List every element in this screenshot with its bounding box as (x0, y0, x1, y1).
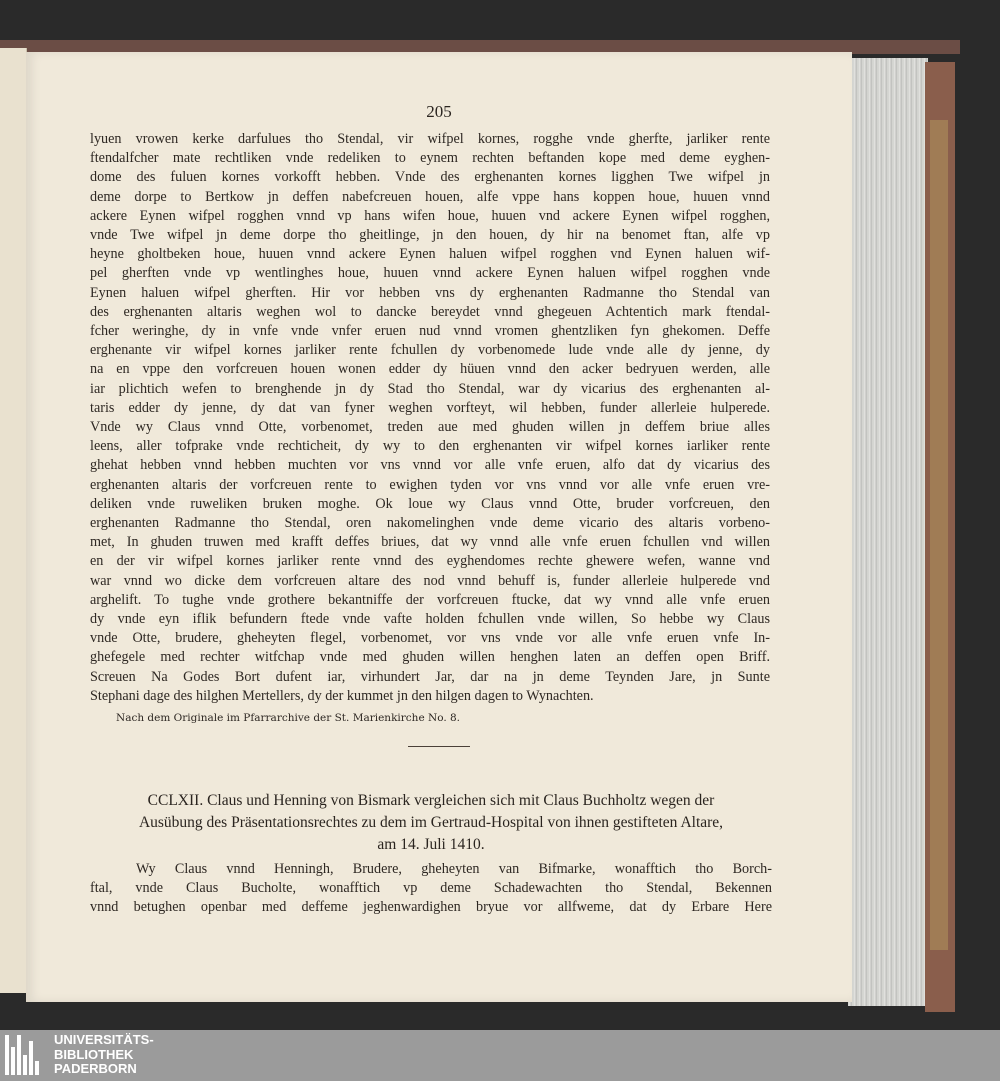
text-line: deliken vnde ruweliken bruken moghe. Ok loue wy Claus vnnd Otte, bruder vorfcreuen, den (90, 495, 770, 512)
text-line: erghenanten altaris der vorfcreuen rente to ewighen tyden vor vns vnnd vor alle vnfe eruen vre- (90, 476, 770, 493)
text-line: Screuen Na Godes Bort dufent iar, virhundert Jar, dar na jn deme Teynden Jare, jn Sunte (90, 668, 770, 685)
document-page (26, 52, 852, 1002)
library-name-line: PADERBORN (54, 1061, 137, 1076)
text-line: deme dorpe to Bertkow jn deffen nabefcreuen houen, alfe vppe hans koppen houe, huuen vnnd (90, 188, 770, 205)
library-name-line: BIBLIOTHEK (54, 1046, 134, 1062)
left-page-edge (0, 48, 27, 993)
heading-line: Ausübung des Präsentationsrechtes zu dem im Gertraud-Hospital von ihnen gestifteten Altare, (138, 814, 724, 831)
text-line: lyuen vrowen kerke darfulues tho Stendal, vir wifpel kornes, rogghe vnde gherfte, jarliker rente (90, 131, 770, 147)
marbled-cover-strip (930, 120, 948, 950)
text-line: Wy Claus vnnd Henningh, Brudere, gheheyten van Bifmarke, wonafftich tho Borch- (136, 861, 772, 877)
text-line: ackere Eynen wifpel rogghen vnnd vp hans wifen houe, huuen vnd ackere Eynen wifpel rogghen, (90, 207, 770, 224)
heading-line: CCLXII. Claus und Henning von Bismark vergleichen sich mit Claus Buchholtz wegen der (147, 792, 715, 809)
library-name[interactable] (54, 1033, 154, 1077)
text-line: taris edder dy jenne, dy dat van fyner weghen vorfteyt, wil hebben, funder allerleie hulperede. (90, 399, 770, 416)
text-line: na en vppe den vorfcreuen houen wonen edder dy hüuen vnnd den acker bedryuen werden, alle (90, 361, 770, 378)
text-line: leens, aller tofprake vnde rechticheit, dy wy to den erghenanten vir wifpel kornes iarliker rente (90, 438, 770, 455)
text-line: ftal, vnde Claus Bucholte, wonafftich vp deme Schadewachten tho Stendal, Bekennen (90, 880, 772, 897)
library-name-line: UNIVERSITÄTS- (54, 1032, 154, 1047)
text-line: Vnde wy Claus vnnd Otte, vorbenomet, treden aue med ghuden willen jn deffem briue alles (90, 419, 770, 436)
text-line: heyne gholtbeken houe, huuen vnnd ackere Eynen haluen wifpel rogghen vnd Eynen haluen wif- (90, 246, 770, 263)
text-line: ghefegele med rechter witfchap vnde med ghuden willen henghen laten an deffen open Briff. (90, 649, 770, 666)
text-line: vnde Otte, brudere, gheheyten flegel, vorbenomet, vor vns vnde vor alle vnfe eruen vnfe In- (90, 630, 770, 647)
text-line: arghelift. To tughe vnde grothere bekantniffe der vorfcreuen ftucke, dat wy vnnd alle vnfe eruen (90, 591, 770, 608)
text-line: dy vnde eyn iflik befundern ftede vnde vafte holden fchullen vnde willen, So hebbe wy Claus (90, 611, 770, 628)
text-line: dome des fuluen kornes vorkofft hebben. Vnde des erghenanten kornes ligghen Twe wifpel jn (90, 169, 770, 186)
text-line: erghenante vir wifpel kornes jarliker rente fchullen dy vorbenomede lude vnde alle dy jenne, dy (90, 342, 770, 359)
text-line: Eynen haluen wifpel gherften. Hir vor hebben vns dy erghenanten Radmanne tho Stendal van (90, 284, 770, 301)
body-text (90, 130, 770, 728)
text-line: ghehat hebben vnnd hebben muchten vor vns vnnd vor alle vnfe eruen, alfo dat dy vicarius des (90, 457, 770, 474)
text-line: fcher weringhe, dy in vnfe vnde vnfer eruen nud vnnd vromen ghentzliken fyn ghekomen. Deffe (90, 323, 770, 340)
text-line: Stephani dage des hilghen Mertellers, dy der kummet jn den hilgen dagen to Wynachten. (90, 687, 594, 704)
text-line: vnde Twe wifpel jn deme dorpe tho gheitlinge, jn den houen, dy hir na benomet ftan, alfe vp (90, 227, 770, 244)
source-note: Nach dem Originale im Pfarrarchive der St. Marienkirche No. 8. (116, 712, 461, 725)
text-line: erghenanten Radmanne tho Stendal, oren nakomelinghen vnde deme vicario des altaris vorbeno- (90, 515, 770, 532)
text-line: met, In ghuden truwen med krafft deffes briues, dat wy vnnd alle vnfe eruen fchullen vnd willen (90, 534, 770, 551)
document-opening-text (90, 860, 772, 918)
text-line: iar plichtich wefen to brenghende jn dy Stad tho Stendal, war dy vicarius des erghenanten al- (90, 380, 770, 397)
text-line: pel gherften vnde vp wentlinghes houe, huuen vnnd ackere Eynen haluen wifpel rogghen vnde (90, 265, 770, 282)
text-line: ftendalfcher mate rechtliken vnde redeliken to eynem rechten beftanden kope med deme eyghen- (90, 150, 770, 167)
page-block-edges (848, 58, 928, 1006)
heading-date: am 14. Juli 1410. (377, 836, 485, 853)
document-heading (90, 790, 772, 856)
text-line: war vnnd wo dicke dem vorfcreuen altare des nod vnnd behuff is, funder allerleie hulperede vnd (90, 572, 770, 589)
text-line: en der vir wifpel kornes jarliker rente vnnd des eyghendomes rechte ghewere wefen, wanne vnd (90, 553, 770, 570)
library-footer (0, 1030, 1000, 1081)
section-divider (408, 746, 470, 747)
text-line: vnnd betughen openbar med deffeme jeghenwardighen bryue vor allfweme, dat dy Erbare Here (90, 899, 772, 916)
text-line: des erghenanten altaris weghen wol to dancke bereydet vnnd ghegeuen Achtentich mark ftendal- (90, 303, 770, 320)
library-logo-icon (5, 1035, 45, 1075)
page-number: 205 (426, 102, 452, 121)
